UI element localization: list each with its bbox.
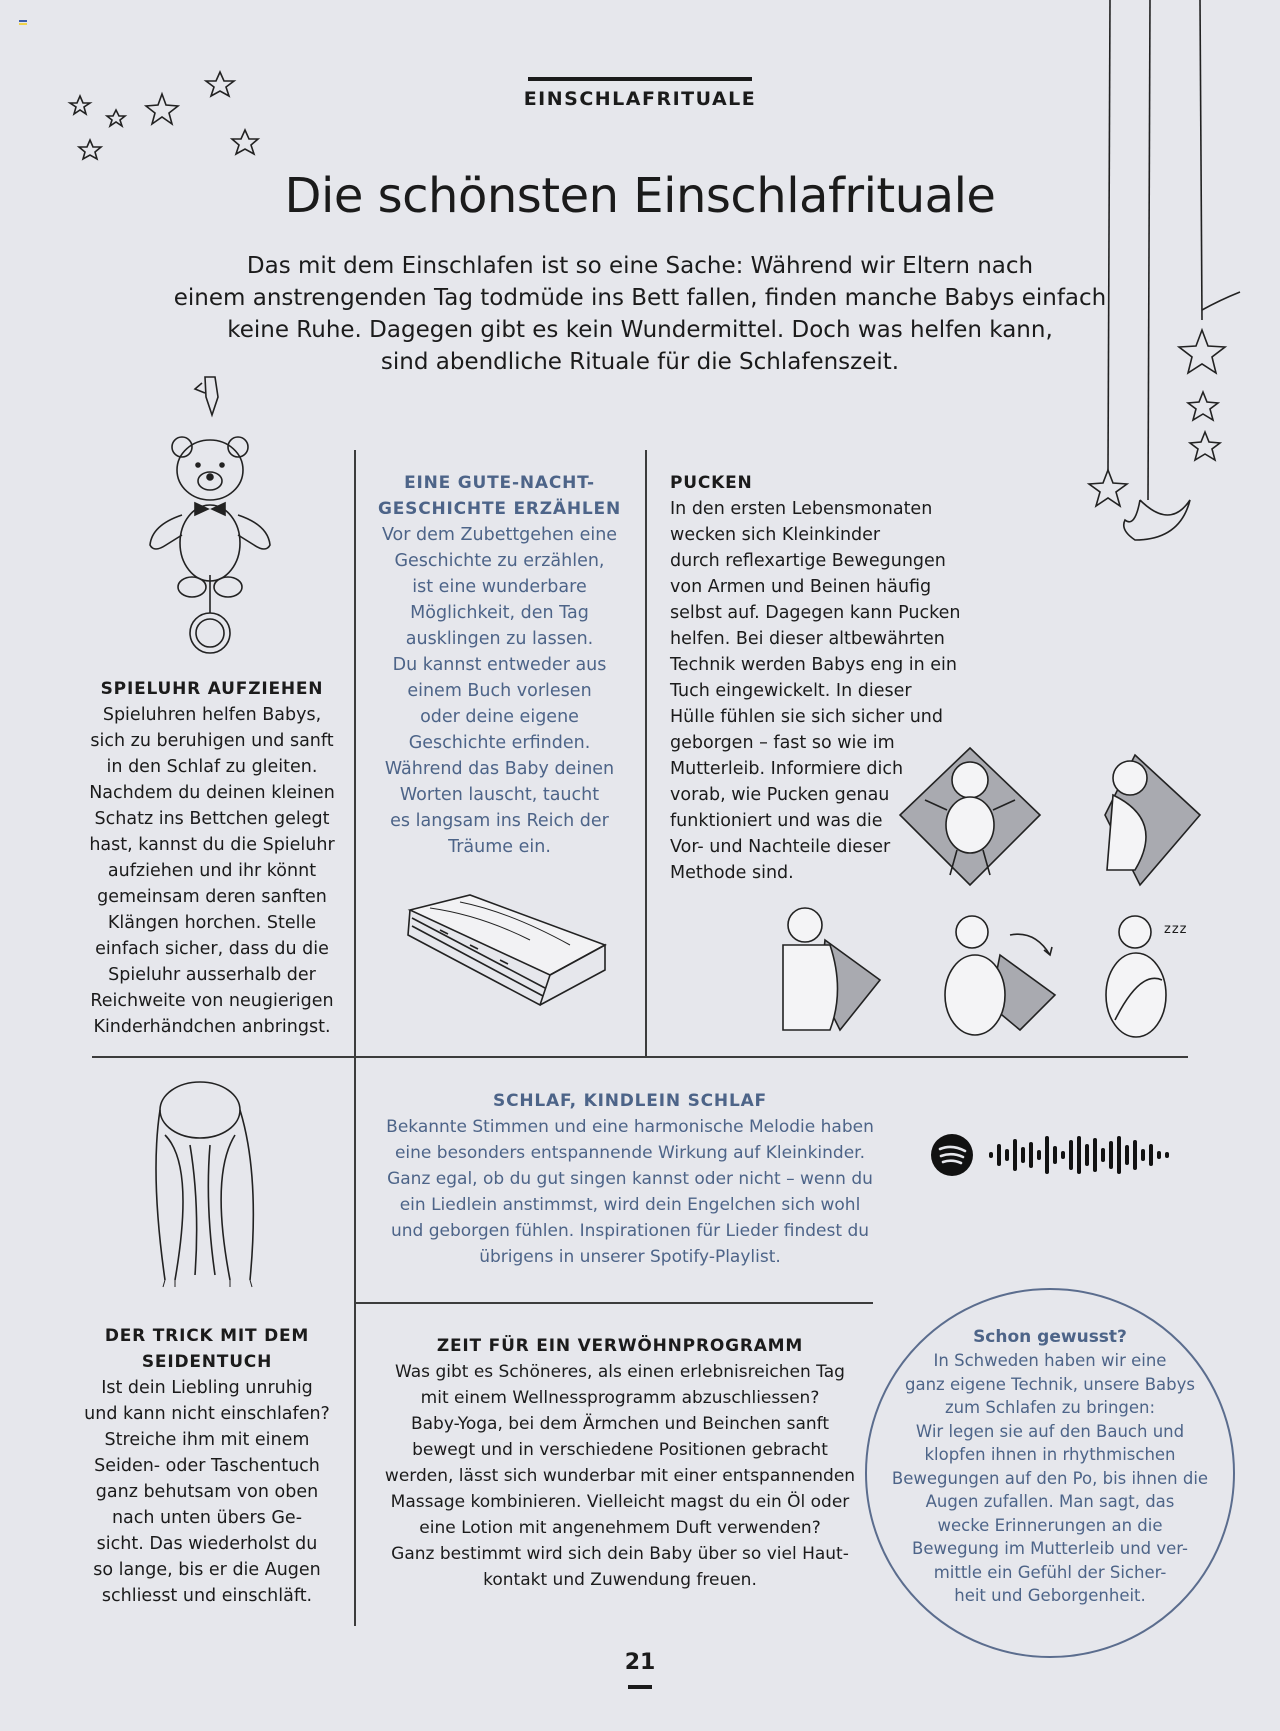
spotify-barcode-icon [989,1136,1169,1174]
body-line: Spieluhren helfen Babys, [102,705,322,725]
body-line: ganz eigene Technik, unsere Babys [905,1374,1195,1394]
heading-line: GESCHICHTE ERZÄHLEN [378,499,621,519]
body-line: mit einem Wellnessprogramm abzuschliessen? [420,1388,820,1408]
body-line: ganz behutsam von oben [95,1482,319,1502]
intro-line: keine Ruhe. Dagegen gibt es kein Wundermittel. Doch was helfen kann, [227,317,1053,343]
body-line: Augen zufallen. Man sagt, das [925,1492,1175,1511]
body-line: Technik werden Babys eng in ein [670,655,957,675]
section-heading: SPIELUHR AUFZIEHEN [100,679,324,699]
body-line: sicht. Das wiederholst du [96,1534,318,1554]
heading-line: SEIDENTUCH [141,1352,273,1372]
stars-cluster-icon [62,66,272,176]
body-line: gemeinsam deren sanften [97,887,327,907]
body-line: helfen. Bei dieser altbewährten [670,629,945,649]
body-line: so lange, bis er die Augen [93,1560,321,1580]
section-schon-gewusst [870,1325,1230,1608]
body-line: Ganz egal, ob du gut singen kannst oder nicht – wenn du [387,1169,873,1189]
page-number-bar [628,1685,652,1689]
body-line: Methode sind. [670,863,794,883]
body-line: Vor- und Nachteile dieser [670,837,891,857]
body-line: Was gibt es Schöneres, als einen erlebnisreichen Tag [395,1362,845,1382]
body-line: Massage kombinieren. Vielleicht magst du ein Öl oder [390,1492,850,1512]
body-line: Geschichte zu erzählen, [394,551,605,571]
body-line: Ist dein Liebling unruhig [101,1378,313,1398]
page-title: Die schönsten Einschlafrituale [284,168,996,224]
body-line: durch reflexartige Bewegungen [670,551,946,571]
body-line: Wir legen sie auf den Bauch und [915,1421,1185,1441]
language-flag-icon [19,20,27,27]
body-line: Baby-Yoga, bei dem Ärmchen und Beinchen sanft [410,1414,830,1434]
silk-scarf-icon [135,1075,275,1290]
spotify-logo-icon [931,1134,973,1176]
body-line: und geborgen fühlen. Inspirationen für Lieder findest du [390,1221,870,1241]
section-body [82,702,342,1040]
body-line: Ganz bestimmt wird sich dein Baby über so viel Haut- [391,1544,849,1564]
body-line: Bekannte Stimmen und eine harmonische Melodie haben [386,1117,874,1137]
body-line: Bewegungen auf den Po, bis ihnen die [891,1468,1209,1488]
section-geschichte [372,470,627,860]
teddy-music-box-icon [140,375,280,655]
body-line: mittle ein Gefühl der Sicher- [933,1562,1167,1582]
hanging-stars-moon-icon [1080,0,1250,560]
section-heading: Schon gewusst? [973,1327,1127,1347]
body-line: In Schweden haben wir eine [933,1351,1167,1370]
body-line: in den Schlaf zu gleiten. [106,757,318,777]
body-line: Kinderhändchen anbringst. [93,1017,331,1037]
body-line: Streiche ihm mit einem [104,1430,310,1450]
body-line: Träume ein. [448,837,551,857]
body-line: Hülle fühlen sie sich sicher und [670,707,944,727]
swaddle-step-3-icon [775,900,885,1040]
divider-vertical [354,450,356,1057]
body-line: ausklingen zu lassen. [405,629,594,649]
heading-line: EINE GUTE-NACHT- [404,473,595,493]
body-line: eine Lotion mit angenehmem Duft verwenden? [419,1518,821,1538]
body-line: bewegt und in verschiedene Positionen gebracht [412,1440,828,1460]
body-line: Worten lauscht, taucht [399,785,600,805]
body-line: Bewegung im Mutterleib und ver- [912,1539,1188,1558]
body-line: einfach sicher, dass du die [95,939,329,959]
divider-vertical [645,450,647,1057]
section-heading [372,470,627,522]
divider-horizontal [355,1302,873,1304]
page-number: 21 [624,1650,656,1675]
body-line: übrigens in unserer Spotify-Playlist. [479,1247,781,1267]
body-line: selbst auf. Dagegen kann Pucken [670,603,961,623]
kicker-bar [528,77,752,81]
section-verwoehnprogramm [370,1333,870,1593]
body-line: In den ersten Lebensmonaten [670,499,933,519]
section-heading [82,1323,332,1375]
body-line: hast, kannst du die Spieluhr [89,835,335,855]
body-line: aufziehen und ihr könnt [107,861,317,881]
body-line: Möglichkeit, den Tag [410,603,589,623]
body-line: ein Liedlein anstimmst, wird dein Engelchen sich wohl [399,1195,861,1215]
body-line: Klängen horchen. Stelle [107,913,317,933]
intro-line: sind abendliche Rituale für die Schlafenszeit. [380,349,900,375]
body-line: Schatz ins Bettchen gelegt [94,809,330,829]
body-line: vorab, wie Pucken genau [670,785,890,805]
body-line: ist eine wunderbare [412,577,587,597]
body-line: Vor dem Zubettgehen eine [381,525,618,545]
body-line: werden, lässt sich wunderbar mit einer entspannenden [384,1466,856,1486]
section-body [370,1114,890,1270]
book-icon [400,890,610,1015]
section-body [372,522,627,860]
body-line: von Armen und Beinen häufig [670,577,932,597]
sleeping-zzz: zzz [1164,922,1188,937]
section-spieluhr [82,676,342,1040]
body-line: Reichweite von neugierigen [90,991,334,1011]
body-line: Spieluhr ausserhalb der [108,965,316,985]
section-body [82,1375,332,1609]
divider-horizontal [92,1056,1188,1058]
body-line: einem Buch vorlesen [407,681,592,701]
body-line: Tuch eingewickelt. In dieser [670,681,912,701]
body-line: es langsam ins Reich der [390,811,609,831]
intro-paragraph [140,250,1140,378]
body-line: sich zu beruhigen und sanft [90,731,334,751]
body-line: wecke Erinnerungen an die [937,1515,1163,1535]
body-line: Nachdem du deinen kleinen [89,783,335,803]
body-line: schliesst und einschläft. [101,1586,313,1606]
section-seidentuch [82,1323,332,1609]
body-line: geborgen – fast so wie im [670,733,895,753]
intro-line: Das mit dem Einschlafen ist so eine Sache: Während wir Eltern nach [246,253,1034,279]
swaddle-step-4-icon [940,910,1060,1040]
body-line: Du kannst entweder aus [392,655,607,675]
body-line: zum Schlafen zu bringen: [944,1398,1156,1417]
heading-line: DER TRICK MIT DEM [104,1326,310,1346]
body-line: Während das Baby deinen [384,759,615,779]
section-heading: PUCKEN [670,473,753,493]
body-line: eine besonders entspannende Wirkung auf Kleinkinder. [394,1143,866,1163]
section-body [370,1359,870,1593]
body-line: funktioniert und was die [670,811,883,831]
intro-line: einem anstrengenden Tag todmüde ins Bett fallen, finden manche Babys einfach [173,285,1107,311]
section-schlaf-kindlein [370,1088,890,1270]
body-line: kontakt und Zuwendung freuen. [483,1570,757,1590]
body-line: Geschichte erfinden. [408,733,591,753]
swaddle-step-2-icon [1095,740,1205,890]
spotify-code[interactable] [930,1130,1190,1180]
body-line: Seiden- oder Taschentuch [94,1456,320,1476]
body-line: heit und Geborgenheit. [954,1586,1146,1605]
body-line: und kann nicht einschlafen? [84,1404,330,1424]
section-body [870,1349,1230,1608]
body-line: Mutterleib. Informiere dich [670,759,904,779]
body-line: oder deine eigene [420,707,579,727]
body-line: wecken sich Kleinkinder [670,525,881,545]
body-line: nach unten übers Ge- [111,1508,303,1528]
section-heading: SCHLAF, KINDLEIN SCHLAF [493,1091,767,1111]
section-heading: ZEIT FÜR EIN VERWÖHNPROGRAMM [436,1336,804,1356]
divider-vertical [354,1058,356,1626]
body-line: klopfen ihnen in rhythmischen [924,1445,1176,1464]
section-kicker: EINSCHLAFRITUALE [523,88,757,110]
swaddle-step-1-icon [895,740,1045,890]
